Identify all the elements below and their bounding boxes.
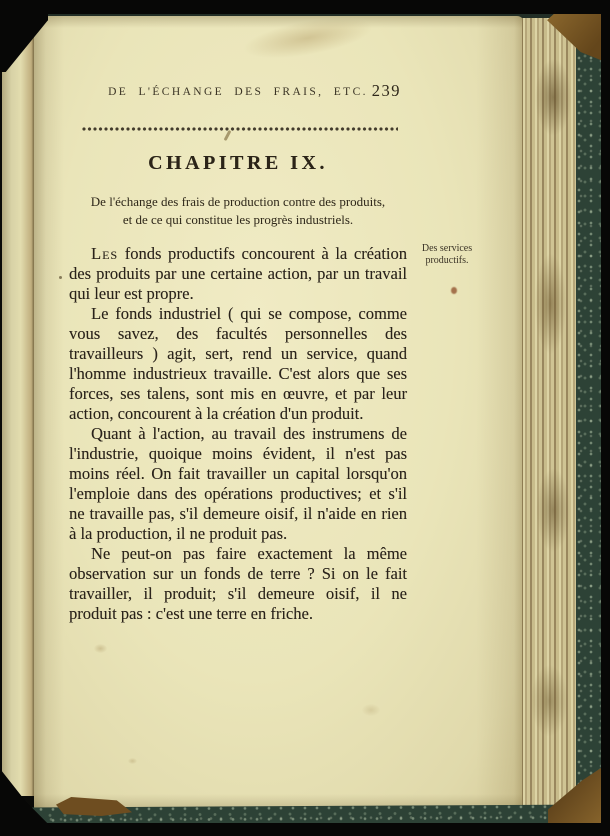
- stain: [59, 276, 62, 279]
- page-number: 239: [371, 81, 401, 100]
- chapter-heading: CHAPITRE IX.: [148, 152, 328, 174]
- paragraph: [69, 244, 407, 304]
- body-text: [69, 244, 407, 624]
- background-right: [601, 0, 610, 836]
- paragraph: Le fonds industriel ( qui se compose, comme vous savez, des facultés personnelles des travailleurs ) agit, sert, rend un service, quand l'homme industrieux travaille. C'est alors que ses forces, ses talens, sont mis en œuvre, et par leur action, concourent à la création d'un produit.: [69, 304, 407, 423]
- adjacent-page-gutter: [2, 20, 36, 796]
- stain: [128, 758, 137, 764]
- paragraph-lead-word: Les: [91, 244, 119, 263]
- chapter-subtitle-line2: et de ce qui constitue les progrès industriels.: [122, 212, 354, 227]
- book-page: [34, 16, 524, 808]
- stain: [224, 130, 232, 141]
- paragraph: Ne peut-on pas faire exactement la même observation sur un fonds de terre ? Si on le fait travailler, il produit; s'il demeure oisif, il ne produit pas : c'est une terre en friche.: [69, 544, 407, 623]
- background-top: [0, 0, 610, 14]
- running-header: [69, 81, 407, 100]
- ornamental-dotted-rule: [82, 127, 398, 131]
- running-header-title: DE L'ÉCHANGE DES FRAIS, ETC.: [108, 86, 368, 98]
- margin-note: Des services productifs.: [421, 243, 473, 266]
- chapter-subtitle: [50, 193, 426, 229]
- cover-marbled-edge: [576, 34, 603, 824]
- background-bottom: [0, 823, 610, 836]
- stain: [451, 287, 457, 294]
- stain: [362, 704, 380, 716]
- fore-edge-page-stack: [522, 18, 578, 812]
- stain: [240, 16, 376, 66]
- paragraph: Quant à l'action, au travail des instrumens de l'industrie, quoique moins évident, il n'est pas moins réel. On fait travailler un capital lorsqu'on l'emploie dans des opérations productives; et s'il ne travaille pas, s'il demeure oisif, il n'aide en rien à la production, il ne produit pas.: [69, 424, 407, 543]
- chapter-subtitle-line1: De l'échange des frais de production contre des produits,: [90, 194, 386, 209]
- paragraph-text: fonds productifs concourent à la création des produits par une certaine action, par un travail qui leur est propre.: [69, 244, 407, 303]
- stain: [94, 644, 107, 653]
